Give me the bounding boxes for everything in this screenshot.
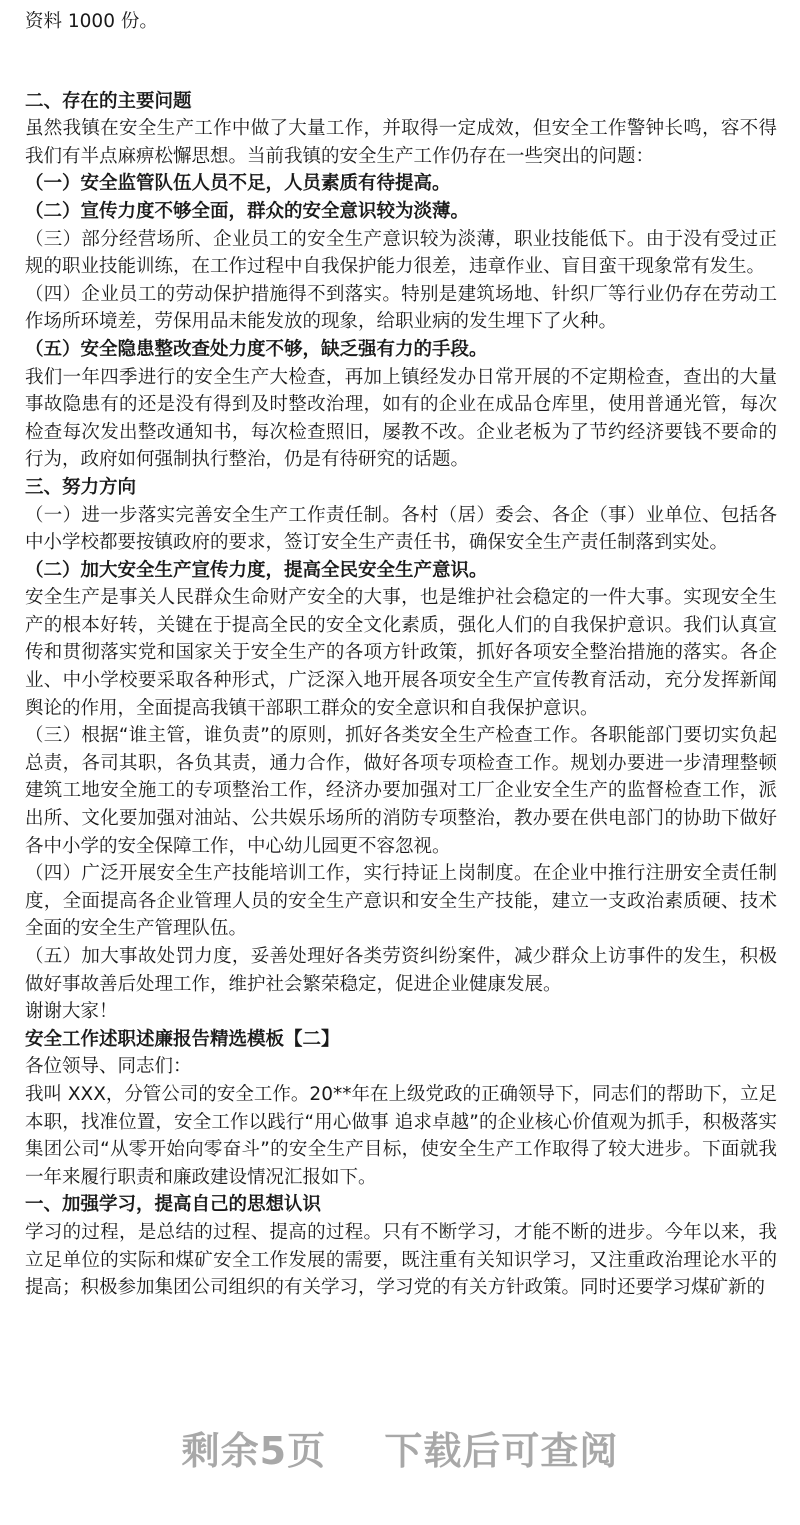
text-line: （四）广泛开展安全生产技能培训工作，实行持证上岗制度。在企业中推行注册安全责任制 [25,863,777,885]
text-line: 提高；积极参加集团公司组织的有关学习，学习党的有关方针政策。同时还要学习煤矿新的 [25,1277,766,1299]
text-line: 行为，政府如何强制执行整治，仍是有待研究的话题。 [25,449,470,471]
text-line: 资料 1000 份。 [25,11,158,32]
paragraph [25,8,777,36]
document-body [25,8,777,1302]
section-heading [25,474,777,502]
text-line: 本职，找准位置，安全工作以践行“用心做事 追求卓越”的企业核心价值观为抓手，积极落实 [25,1111,777,1133]
text-line: 建筑工地安全施工的专项整治工作，经济办要加强对工厂企业安全生产的监督检查工作，派 [25,780,777,802]
download-prompt[interactable] [0,1420,800,1475]
paragraph [25,1081,777,1191]
text-line: 立足单位的实际和煤矿安全工作发展的需要，既注重有关知识学习，又注重政治理论水平的 [25,1249,777,1271]
paragraph-gap [25,36,777,88]
paragraph [25,722,777,860]
text-line: （三）部分经营场所、企业员工的安全生产意识较为淡薄，职业技能低下。由于没有受过正 [25,228,777,250]
paragraph [25,943,777,998]
paragraph [25,226,777,281]
text-line: 产的根本好转，关键在于提高全民的安全文化素质，强化人们的自我保护意识。我们认真宣 [25,614,777,636]
text-line: 检查每次发出整改通知书，每次检查照旧，屡教不改。企业老板为了节约经济要钱不要命的 [25,421,777,443]
text-line: 学习的过程，是总结的过程、提高的过程。只有不断学习，才能不断的进步。今年以来，我 [25,1221,777,1243]
paragraph [25,115,777,170]
text-line: 总责，各司其职，各负其责，通力合作，做好各项专项检查工作。规划办要进一步清理整顿 [25,752,777,774]
text-line: 二、存在的主要问题 [25,90,192,112]
text-line: 一年来履行职责和廉政建设情况汇报如下。 [25,1166,377,1188]
text-line: （五）加大事故处罚力度，妥善处理好各类劳资纠纷案件，减少群众上访事件的发生，积极 [25,946,777,967]
section-heading [25,170,777,198]
section-heading [25,557,777,585]
text-line: 事故隐患有的还是没有得到及时整改治理，如有的企业在成品仓库里，使用普通光管，每次 [25,394,777,416]
paragraph [25,998,777,1026]
text-line: 全面的安全生产管理队伍。 [25,918,248,940]
text-line: 传和贯彻落实党和国家关于安全生产的各项方针政策，抓好各项安全整治措施的落实。各企 [25,642,777,664]
text-line: （二）宣传力度不够全面，群众的安全意识较为淡薄。 [25,200,470,222]
text-line: （一）安全监管队伍人员不足，人员素质有待提高。 [25,173,451,195]
paragraph [25,1219,777,1302]
section-heading [25,1026,777,1054]
text-line: 度，全面提高各企业管理人员的安全生产意识和安全生产技能，建立一支政治素质硬、技术 [25,890,777,912]
text-line: 各中小学的安全保障工作，中心幼儿园更不容忽视。 [25,835,451,857]
text-line: （三）根据“谁主管，谁负责”的原则，抓好各类安全生产检查工作。各职能部门要切实负起 [25,725,777,747]
text-line: 安全工作述职述廉报告精选模板【二】 [25,1028,340,1050]
download-to-view-label[interactable]: 下载后可查阅 [384,1429,619,1473]
text-line: 三、努力方向 [25,476,137,498]
text-line: 各位领导、同志们： [25,1056,192,1078]
text-line: （一）进一步落实完善安全生产工作责任制。各村（居）委会、各企（事）业单位、包括各 [25,504,777,526]
paragraph [25,281,777,336]
text-line: 做好事故善后处理工作，维护社会繁荣稳定，促进企业健康发展。 [25,973,562,995]
text-line: 安全生产是事关人民群众生命财产安全的大事，也是维护社会稳定的一件大事。实现安全生 [25,587,777,609]
text-line: 集团公司“从零开始向零奋斗”的安全生产目标，使安全生产工作取得了较大进步。下面就我 [25,1139,777,1161]
text-line: （二）加大安全生产宣传力度，提高全民安全生产意识。 [25,559,488,581]
text-line: （五）安全隐患整改查处力度不够，缺乏强有力的手段。 [25,338,488,360]
section-heading [25,88,777,116]
section-heading [25,1191,777,1219]
text-line: 我们一年四季进行的安全生产大检查，再加上镇经发办日常开展的不定期检查，查出的大量 [25,366,777,388]
paragraph [25,502,777,557]
text-line: 一、加强学习，提高自己的思想认识 [25,1194,322,1216]
text-line: 作场所环境差，劳保用品未能发放的现象，给职业病的发生埋下了火种。 [25,311,618,333]
section-heading [25,198,777,226]
text-line: （四）企业员工的劳动保护措施得不到落实。特别是建筑场地、针织厂等行业仍存在劳动工 [25,283,777,305]
text-line: 我叫 XXX，分管公司的安全工作。20**年在上级党政的正确领导下，同志们的帮助下，立足 [25,1083,777,1105]
text-line: 虽然我镇在安全生产工作中做了大量工作，并取得一定成效，但安全工作警钟长鸣，容不得 [25,118,777,140]
text-line: 业、中小学校要采取各种形式，广泛深入地开展各项安全生产宣传教育活动，充分发挥新闻 [25,670,777,692]
text-line: 我们有半点麻痹松懈思想。当前我镇的安全生产工作仍存在一些突出的问题： [25,145,655,167]
text-line: 谢谢大家！ [25,1001,118,1023]
paragraph [25,584,777,722]
text-line: 中小学校都要按镇政府的要求，签订安全生产责任书，确保安全生产责任制落到实处。 [25,532,729,554]
paragraph [25,860,777,943]
paragraph [25,1053,777,1081]
text-line: 舆论的作用，全面提高我镇干部职工群众的安全意识和自我保护意识。 [25,697,599,719]
paragraph [25,364,777,474]
text-line: 规的职业技能训练，在工作过程中自我保护能力很差，违章作业、盲目蛮干现象常有发生。 [25,256,766,278]
text-line: 出所、文化要加强对油站、公共娱乐场所的消防专项整治，教办要在供电部门的协助下做好 [25,808,777,830]
section-heading [25,336,777,364]
remaining-pages-label: 剩余5页 [181,1429,327,1473]
